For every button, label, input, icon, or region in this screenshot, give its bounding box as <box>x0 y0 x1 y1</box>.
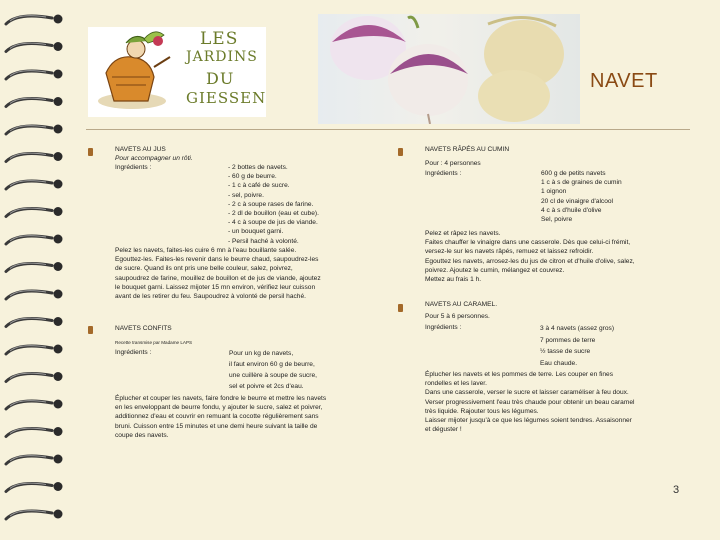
recipe-title: NAVETS RÂPÉS AU CUMIN <box>425 146 510 153</box>
logo-line-4: GIESSEN <box>186 89 267 107</box>
ingredient-line: - un bouquet garni. <box>228 228 284 236</box>
step-line: additionnez d'eau et couvrir en remuant la cocotte régulièrement sans <box>115 413 319 421</box>
step-line: rondelles et les laver. <box>425 380 487 388</box>
step-line: très liquide. Rajouter tous les légumes. <box>425 407 539 415</box>
logo-line-1: LES <box>200 29 239 49</box>
ingredient-line: Pour un kg de navets, <box>229 350 294 357</box>
step-line: et déguster ! <box>425 426 462 434</box>
binding-ring <box>6 42 63 52</box>
step-line: Pelez et râpez les navets. <box>425 230 501 237</box>
bullet-icon <box>398 304 403 312</box>
ingredient-line: 4 c à s d'huile d'olive <box>541 206 602 214</box>
binding-ring <box>6 427 63 437</box>
binding-ring <box>6 400 63 410</box>
binding-ring <box>6 235 63 245</box>
ingredient-line: - 2 bottes de navets. <box>228 164 288 171</box>
step-line: bruni. Cuisson entre 15 minutes et une demi heure suivant la taille de <box>115 422 318 430</box>
recipe-steps <box>425 229 635 284</box>
ingredient-list <box>228 163 319 246</box>
ingredient-list <box>540 323 614 369</box>
step-line: Laisser mijoter jusqu'à ce que les légumes soient tendres. Assaisonner <box>425 417 632 425</box>
step-line: Egouttez-les. Faites-les revenir dans le beurre chaud, saupoudrez-les <box>115 256 319 264</box>
binding-ring <box>6 125 63 135</box>
ingredient-list <box>229 348 317 392</box>
binding-ring <box>6 455 63 465</box>
binding-ring <box>6 345 63 355</box>
logo-line-3: DU <box>206 69 235 88</box>
recipe-title: NAVETS AU JUS <box>115 146 166 153</box>
ingredient-line: 1 c à s de graines de cumin <box>541 179 622 187</box>
ingredient-line: ½ tasse de sucre <box>540 348 591 355</box>
spiral-binding <box>0 0 72 540</box>
turnip-illustration <box>318 14 580 124</box>
binding-ring <box>6 262 63 272</box>
ingredient-line: - 1 c à café de sucre. <box>228 182 290 190</box>
header-divider <box>86 129 690 130</box>
ingredients-label: Ingrédients : <box>115 349 152 356</box>
binding-ring <box>6 152 63 162</box>
step-line: versez-le sur les navets râpés, remuez et laissez refroidir. <box>425 248 594 256</box>
binding-ring <box>6 15 63 25</box>
ingredient-line: - 60 g de beurre. <box>228 173 277 181</box>
ingredient-line: sel et poivre et 2cs d'eau. <box>229 383 304 390</box>
step-line: Egouttez les navets, arrosez-les du jus de citron et d'huile d'olive, salez, <box>425 257 635 265</box>
page-number: 3 <box>673 484 680 496</box>
recipe-credit: Recette transmise par Madame LAPS <box>115 340 193 345</box>
ingredient-line: - 2 c à soupe rases de farine. <box>228 200 314 208</box>
ingredient-line: 600 g de petits navets <box>541 170 606 177</box>
binding-ring <box>6 317 63 327</box>
recipe-servings: Pour : 4 personnes <box>425 160 481 167</box>
ingredient-line: - 4 c à soupe de jus de viande. <box>228 219 318 227</box>
step-line: Faites chauffer le vinaigre dans une casserole. Dès que celui-ci frémit, <box>425 239 631 247</box>
binding-rings <box>6 15 63 520</box>
step-line: Mettez au frais 1 h. <box>425 276 482 284</box>
step-line: Verser progressivement l'eau très chaude pour obtenir un beau caramel <box>425 398 635 406</box>
ingredient-line: - 2 dl de bouillon (eau et cube). <box>228 210 319 218</box>
recipe-steps <box>425 370 634 434</box>
ingredient-line: 20 cl de vinaigre d'alcool <box>541 197 614 205</box>
ingredient-line: - sel, poivre. <box>228 191 264 199</box>
binding-ring <box>6 70 63 80</box>
recipe-subtitle: Pour accompagner un rôti. <box>115 155 193 162</box>
recipe-steps <box>115 394 326 440</box>
recipe-title: NAVETS CONFITS <box>115 325 172 332</box>
binding-ring <box>6 510 63 520</box>
step-line: Éplucher les navets et les pommes de terre. Les couper en fines <box>425 371 614 378</box>
bullet-icon <box>88 326 93 334</box>
turnip-photo <box>318 14 580 124</box>
step-line: le bouquet garni. Laissez mijoter 15 mn environ, vérifiez leur cuisson <box>115 283 316 291</box>
logo <box>88 27 266 117</box>
ingredient-line: 3 à 4 navets (assez gros) <box>540 325 615 332</box>
ingredient-line: 1 oignon <box>541 188 567 196</box>
binding-ring <box>6 482 63 492</box>
binding-ring <box>6 180 63 190</box>
step-line: saupoudrez de farine, mouillez de bouillon et de jus de viande, ajoutez <box>115 274 321 282</box>
step-line: Pelez les navets, faites-les cuire 6 mn à l'eau bouillante salée. <box>115 247 297 254</box>
binding-ring <box>6 97 63 107</box>
ingredient-line: 7 pommes de terre <box>540 336 596 344</box>
ingredient-line: il faut environ 60 g de beurre, <box>229 361 315 368</box>
step-line: en les enveloppant de beurre fondu, y ajouter le sucre, salez et poivrer, <box>115 404 323 412</box>
ingredients-label: Ingrédients : <box>425 324 462 331</box>
ingredient-line: Sel, poivre <box>541 216 573 224</box>
page-title: NAVET <box>590 70 658 92</box>
step-line: Éplucher et couper les navets, faire fondre le beurre et mettre les navets <box>115 395 327 402</box>
ingredient-line: une cuillère à soupe de sucre, <box>229 372 317 379</box>
logo-line-2: JARDINS <box>186 49 258 65</box>
ingredients-label: Ingrédients : <box>425 170 462 177</box>
step-line: poivrez. Ajoutez le cumin, mélangez et couvrez. <box>425 266 565 274</box>
bullet-icon <box>88 148 93 156</box>
binding-ring <box>6 290 63 300</box>
recipe-steps <box>115 246 321 301</box>
ingredients-label: Ingrédients : <box>115 164 152 171</box>
step-line: coupe des navets. <box>115 431 169 439</box>
bullet-icon <box>398 148 403 156</box>
recipe-title: NAVETS AU CARAMEL. <box>425 301 498 308</box>
binding-ring <box>6 372 63 382</box>
recipe-servings: Pour 5 à 6 personnes. <box>425 313 490 320</box>
binding-ring <box>6 207 63 217</box>
ingredient-line: Eau chaude. <box>540 359 578 367</box>
ingredient-list <box>541 169 622 224</box>
step-line: avant de les retirer du feu. Saupoudrez à volonté de persil haché. <box>115 293 306 301</box>
ingredient-line: - Persil haché à volonté. <box>228 237 299 245</box>
step-line: de sucre. Quand ils ont pris une belle couleur, salez, poivrez, <box>115 265 293 273</box>
step-line: Dans une casserole, verser le sucre et laisser caraméliser à feu doux. <box>425 389 629 397</box>
